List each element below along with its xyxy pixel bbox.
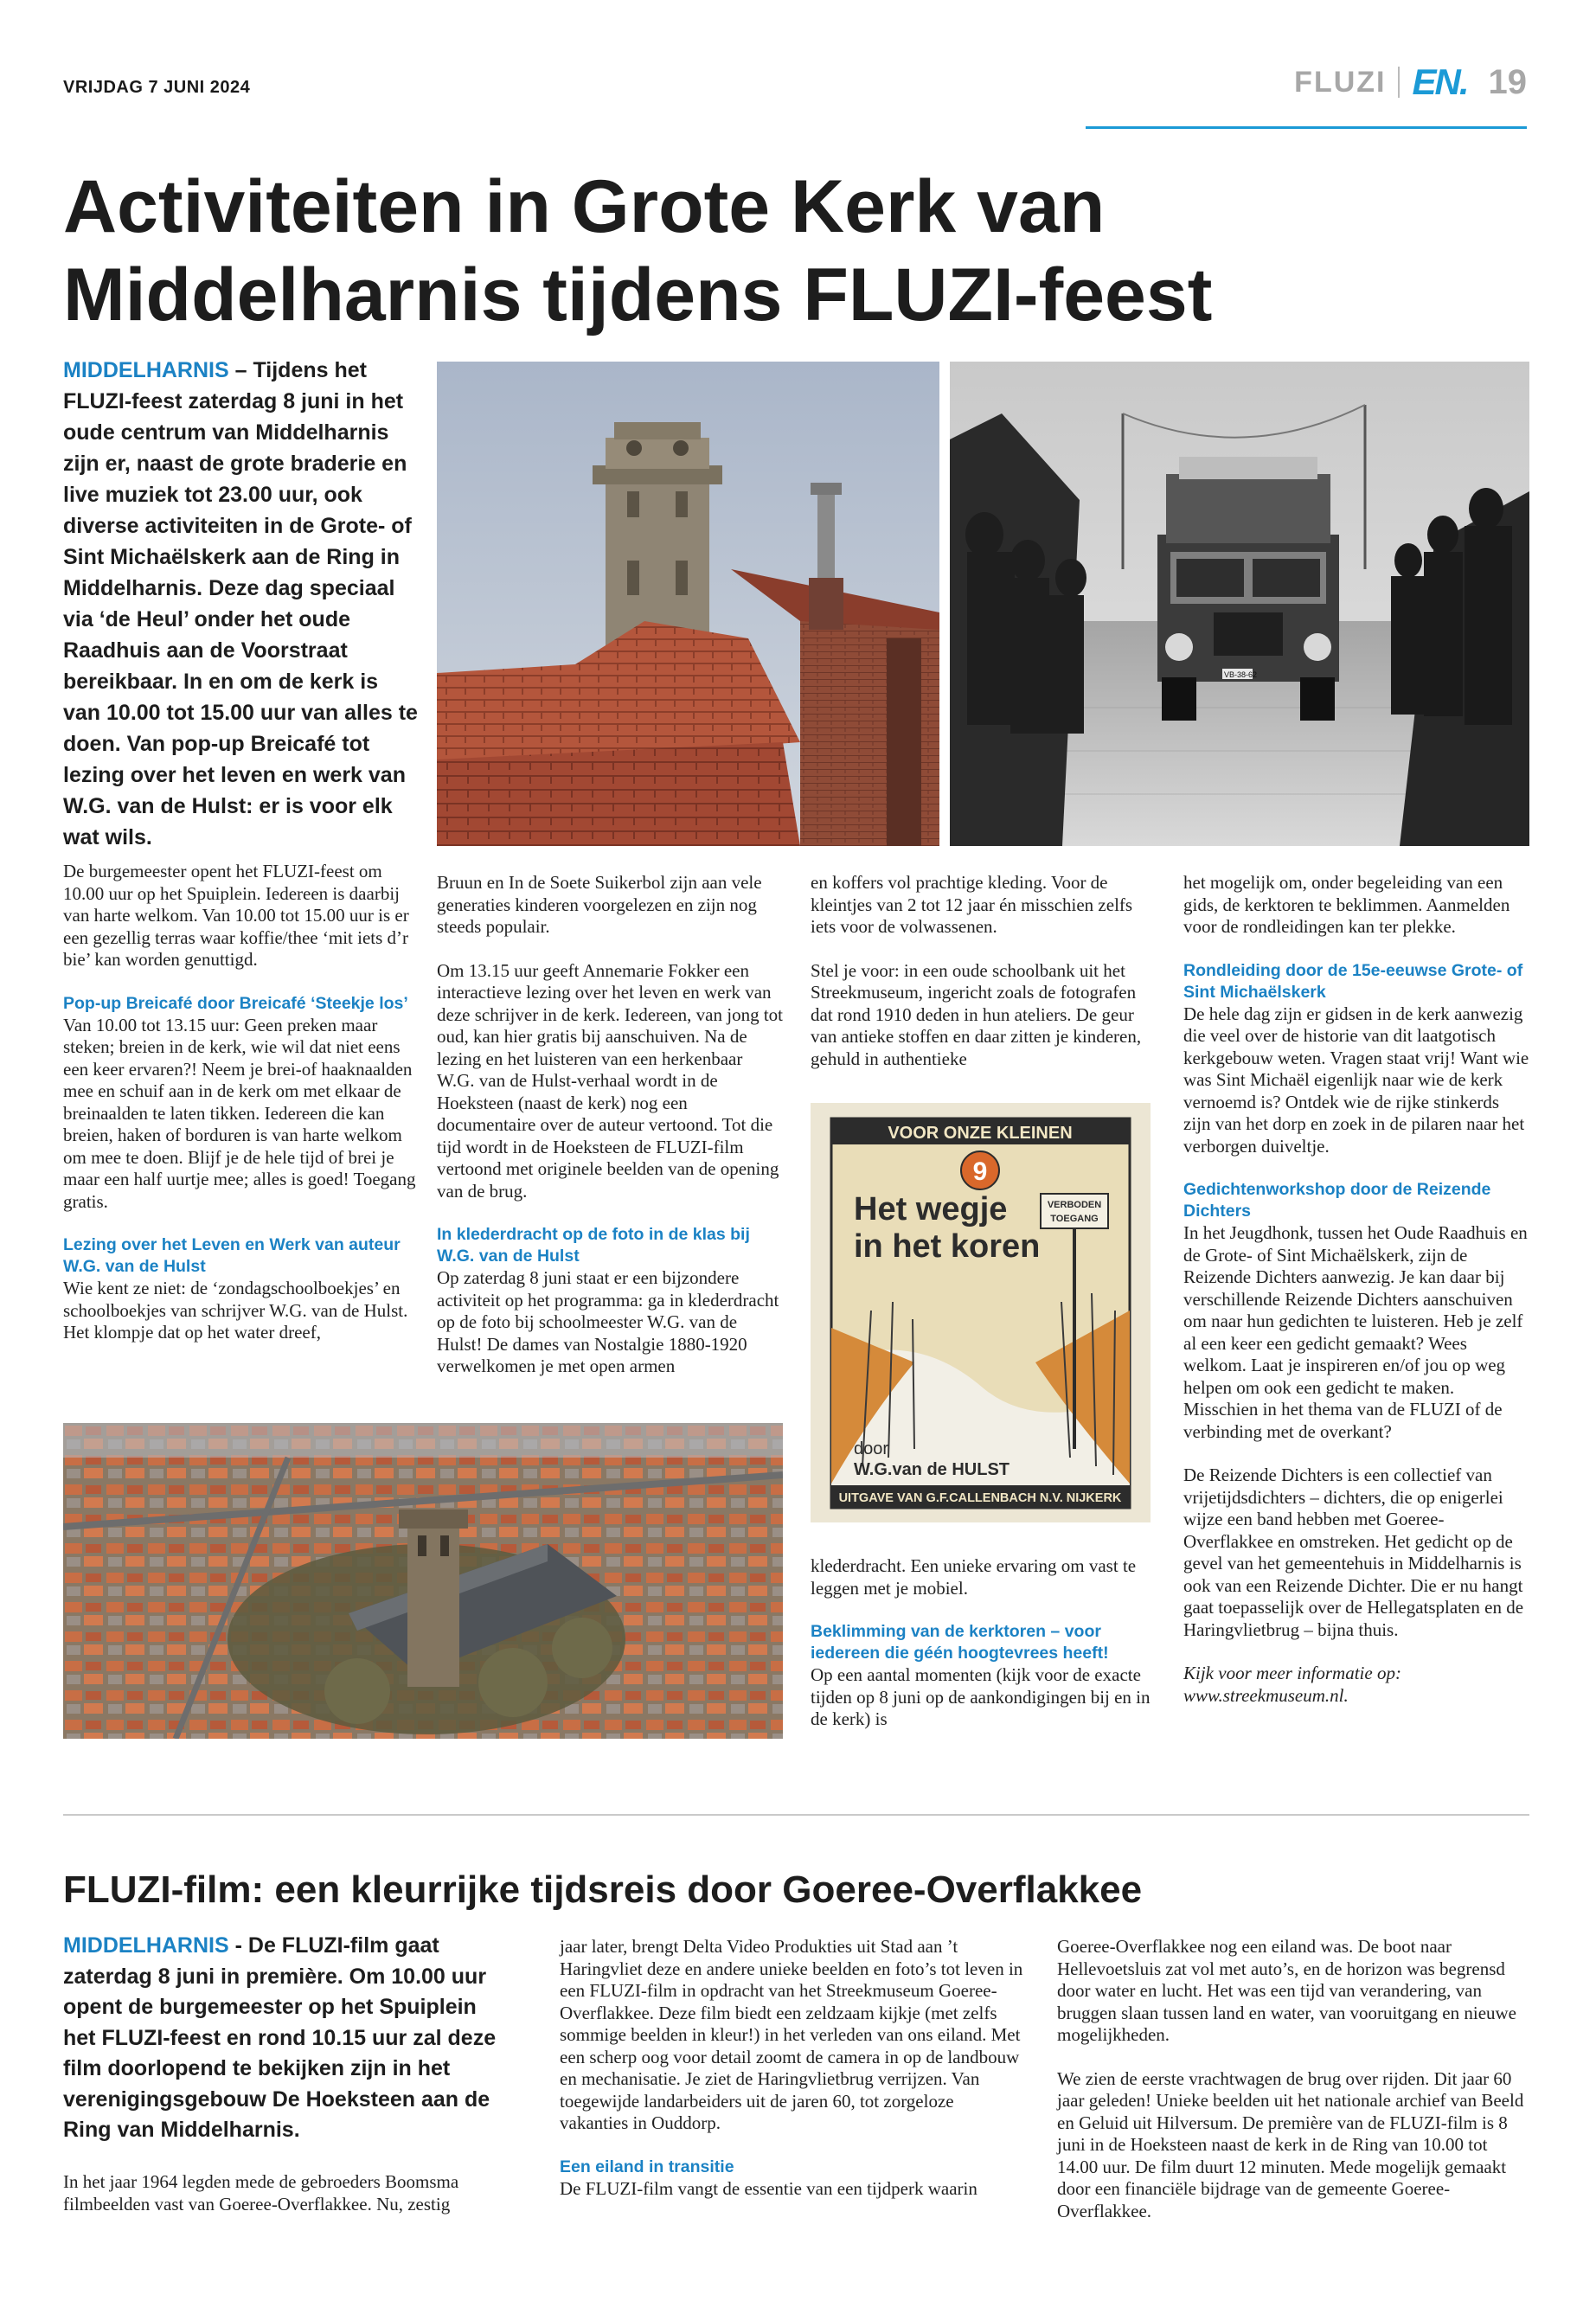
subheading: Een eiland in transitie [560, 2157, 734, 2176]
paragraph: De burgemeester opent het FLUZI-feest om 10.00 uur op het Spuiplein. Iedereen is daarbij van harte welkom. Van 10.00 tot 15.00 uur is er een gezellig terras waar koffie/thee ‘mit iets d’r bie’ kan worden genuttigd. [63, 861, 409, 970]
truck-license-plate: VB-38-62 [1224, 670, 1258, 679]
paragraph: Op zaterdag 8 juni staat er een bijzondere activiteit op het programma: ga in klederdracht op de foto bij schoolmeester W.G. van de Hulst! De dames van Nostalgie 1880-1920 verwelkomen je met open armen [437, 1267, 779, 1376]
article-2-column-2 [560, 1936, 1027, 2221]
article-column-4 [1183, 872, 1529, 1728]
page-number: 19 [1488, 62, 1527, 101]
brand-logo: EN. [1412, 61, 1468, 102]
info-link-text: Kijk voor meer informatie op: www.streekmuseum.nl. [1183, 1663, 1401, 1706]
subheading: In klederdracht op de foto in de klas bij W.G. van de Hulst [437, 1225, 750, 1266]
aerial-town-photo [63, 1423, 783, 1739]
lead-location: MIDDELHARNIS [63, 1933, 229, 1958]
paragraph: De hele dag zijn er gidsen in de kerk aanwezig die veel over de historie van dit laatgotisch kerkgebouw weten. Vragen staat vrij! Want wie was Sint Michaël eigenlijk naar wie de kerk vernoemd is? Ontdek wie de rijke stinkerds zijn van het dorp en zoek in de pilaren naar het verborgen duiveltje. [1183, 1003, 1529, 1157]
paragraph: klederdracht. Een unieke ervaring om vast te leggen met je mobiel. [811, 1555, 1137, 1599]
header-divider [1398, 67, 1400, 98]
paragraph: We zien de eerste vrachtwagen de brug over rijden. Dit jaar 60 jaar geleden! Unieke beelden uit het nationale archief van Beeld en Geluid uit Hilversum. De première van de FLUZI-film is 8 juni in de Hoeksteen naast de kerk in de Ring van 10.00 tot 14.00 uur. De film duurt 12 minuten. Mede mogelijk gemaakt door een financiële bijdrage van de gemeente Goeree-Overflakkee. [1057, 2067, 1524, 2221]
paragraph: Van 10.00 tot 13.15 uur: Geen preken maar steken; breien in de kerk, wie wil dat niet eens een keer ervaren?! Neem je brei-of haaknaalden mee en schuif aan in de kerk om met elkaar de breinaalden te laten tikken. Iedereen die kan breien, haken of borduren is van harte welkom om mee te doen. Blijf je de hele tijd of brei je maar een half uurtje mee; alles is goed! Toegang gratis. [63, 1014, 416, 1212]
book-author-prefix: door [854, 1439, 889, 1458]
sign-text-2: TOEGANG [1050, 1214, 1099, 1224]
issue-date: VRIJDAG 7 JUNI 2024 [63, 78, 251, 97]
article-2-column-3 [1057, 1936, 1529, 2244]
book-series-title: VOOR ONZE KLEINEN [888, 1124, 1073, 1143]
paragraph: Op een aantal momenten (kijk voor de exacte tijden op 8 juni op de aankondigingen bij en in de kerk) is [811, 1664, 1151, 1729]
article-column-2 [437, 872, 783, 1400]
book-title-line-2: in het koren [854, 1228, 1041, 1265]
article-column-3-top [811, 872, 1157, 1092]
paragraph: Goeree-Overflakkee nog een eiland was. De boot naar Hellevoetsluis zat vol met auto’s, en de horizon was begrensd door water en lucht. Het was een tijd van verandering, van bruggen slaan tussen land en water, van vooruitgang en nieuwe mogelijkheden. [1057, 1936, 1516, 2045]
lead-text: – Tijdens het FLUZI-feest zaterdag 8 juni in het oude centrum van Middelharnis zijn er, naast de grote braderie en live muziek tot 23.00 uur, ook diverse activiteiten in de Grote- of Sint Michaëlskerk aan de Ring in Middelharnis. Deze dag speciaal via ‘de Heul’ onder het oude Raadhuis aan de Voorstraat bereikbaar. In en om de kerk is van 10.00 tot 15.00 uur van alles te doen. Van pop-up Breicafé tot lezing over het leven en werk van W.G. van de Hulst: er is voor elk wat wils. [63, 358, 418, 849]
article-column-3-bottom [811, 1555, 1157, 1753]
section-name: FLUZI [1294, 65, 1387, 99]
subheading: Beklimming van de kerktoren – voor iedereen die géén hoogtevrees heeft! [811, 1622, 1109, 1663]
church-tower-photo [437, 362, 939, 846]
subheading: Rondleiding door de 15e-eeuwse Grote- of Sint Michaëlskerk [1183, 960, 1523, 1002]
article-2-title: FLUZI-film: een kleurrijke tijdsreis door Goeree-Overflakkee [63, 1868, 1143, 1911]
paragraph: het mogelijk om, onder begeleiding van een gids, de kerktoren te beklimmen. Aanmelden voor de rondleidingen kan ter plekke. [1183, 872, 1510, 937]
book-cover-image [811, 1103, 1151, 1522]
subheading: Lezing over het Leven en Werk van auteur W.G. van de Hulst [63, 1235, 401, 1276]
paragraph: Bruun en In de Soete Suikerbol zijn aan vele generaties kinderen voorgelezen en zijn nog steeds populair. [437, 872, 762, 937]
article-column-1 [63, 861, 418, 1366]
subheading: Gedichtenworkshop door de Reizende Dichters [1183, 1180, 1491, 1221]
paragraph: jaar later, brengt Delta Video Produkties uit Stad aan ’t Haringvliet deze en andere unieke beelden en foto’s tot leven in een FLUZI-film in opdracht van het Streekmuseum Goeree-Overflakkee. Deze film biedt een zeldzaam kijkje (met zelfs sommige beelden in kleur!) in het verleden van ons eiland. Met een scherp oog voor detail zoomt de camera in op de landbouw en mechanisatie. Je ziet de Haringvlietbrug verrijzen. Van toegewijde landarbeiders uit de jaren 60, tot zorgeloze vakanties in Ouddorp. [560, 1936, 1023, 2133]
article-2-column-1 [63, 2171, 513, 2237]
book-author: W.G.van de HULST [854, 1460, 1010, 1479]
paragraph: Wie kent ze niet: de ‘zondagschoolboekjes’ en schoolboekjes van schrijver W.G. van de Hulst. Het klompje dat op het water dreef, [63, 1278, 408, 1343]
book-title-line-1: Het wegje [854, 1191, 1008, 1227]
paragraph: Stel je voor: in een oude schoolbank uit het Streekmuseum, ingericht zoals de fotografen dat rond 1910 deden in hun ateliers. De geur van antieke stoffen en daar zitten je kinderen, gehuld in authentieke [811, 959, 1142, 1069]
book-publisher: UITGAVE VAN G.F.CALLENBACH N.V. NIJKERK [838, 1491, 1122, 1505]
paragraph: De FLUZI-film vangt de essentie van een tijdperk waarin [560, 2177, 977, 2199]
page-header-brand [1294, 62, 1527, 102]
article-title: Activiteiten in Grote Kerk van Middelharnis tijdens FLUZI-feest [63, 165, 1213, 336]
article-2-lead [63, 1931, 513, 2146]
paragraph: Om 13.15 uur geeft Annemarie Fokker een interactieve lezing over het leven en werk van deze schrijver in de kerk. Iedereen, van jong tot oud, kan hier gratis bij aanschuiven. Na de lezing en het luisteren van een herkenbaar W.G. van de Hulst-verhaal wordt in de Hoeksteen (naast de kerk) nog een documentaire over de auteur vertoond. Tot die tijd wordt in de Hoeksteen de FLUZI-film vertoond met originele beelden van de opening van de brug. [437, 959, 783, 1202]
article-lead [63, 355, 418, 853]
sign-text-1: VERBODEN [1047, 1200, 1102, 1210]
paragraph: In het Jeugdhonk, tussen het Oude Raadhuis en de Grote- of Sint Michaëlskerk, zijn de Reizende Dichters aanwezig. Je kan daar bij verschillende Reizende Dichters aanschuiven om naar hun gedichten te luisteren. Heb je zelf al een keer een gedicht gemaakt? Wees welkom. Laat je inspireren en/of jou op weg helpen om ook een gedicht te maken. Misschien in het thema van de FLUZI of de verbinding met de overkant? [1183, 1222, 1528, 1442]
historic-truck-photo [950, 362, 1529, 846]
paragraph: en koffers vol prachtige kleding. Voor de kleintjes van 2 tot 12 jaar én misschien zelfs iets voor de volwassenen. [811, 872, 1133, 937]
subheading: Pop-up Breicafé door Breicafé ‘Steekje los’ [63, 993, 408, 1013]
header-accent-line [1086, 126, 1527, 129]
lead-text: - De FLUZI-film gaat zaterdag 8 juni in première. Om 10.00 uur opent de burgemeester op het Spuiplein het FLUZI-feest en rond 10.15 uur zal deze film doorlopend te bekijken zijn in het verenigingsgebouw De Hoeksteen aan de Ring van Middelharnis. [63, 1933, 497, 2142]
book-number: 9 [972, 1157, 988, 1186]
article-separator [63, 1814, 1529, 1816]
paragraph: De Reizende Dichters is een collectief van vrijetijdsdichters – dichters, die op enigerlei wijze een band hebben met Goeree-Overflakkee en omstreken. Het gedicht op de gevel van het gemeentehuis in Middelharnis is ook van een Reizende Dichter. Die er nu hangt gaat toepasselijk over de Hellegatsplaten en de Haringvlietbrug – bijna thuis. [1183, 1465, 1524, 1640]
lead-location: MIDDELHARNIS [63, 358, 229, 382]
paragraph: In het jaar 1964 legden mede de gebroeders Boomsma filmbeelden vast van Goeree-Overflakkee. Nu, zestig [63, 2171, 459, 2214]
